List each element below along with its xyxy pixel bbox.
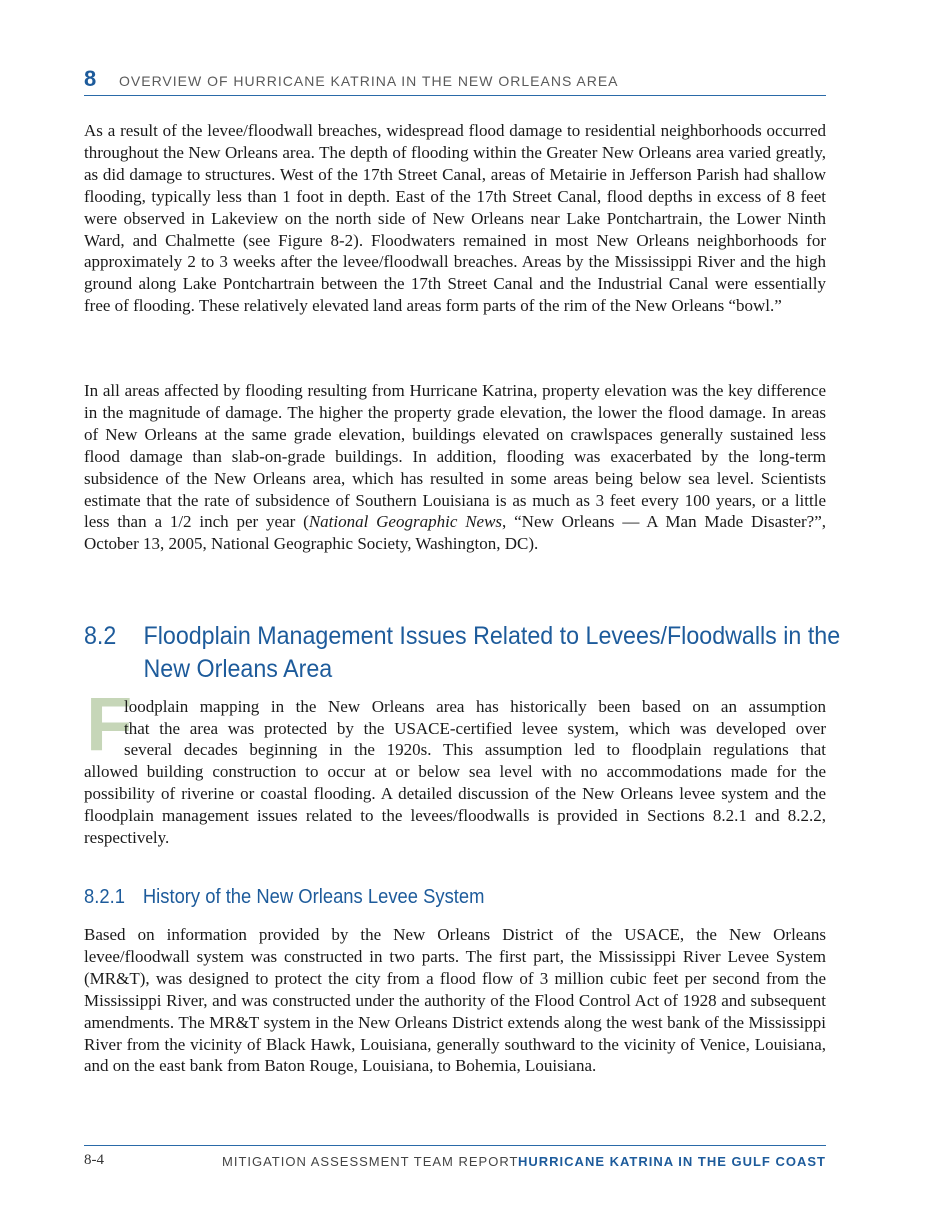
running-header [84, 64, 826, 96]
page-number: 8-4 [84, 1152, 104, 1168]
report-title: HURRICANE KATRINA IN THE GULF COAST [518, 1154, 826, 1169]
subsection-title: History of the New Orleans Levee System [142, 886, 485, 908]
footer-divider [84, 1145, 826, 1146]
chapter-number: 8 [84, 66, 97, 91]
drop-cap-line-2: that the area was protected by the USACE-certified levee system, which was developed over [124, 719, 826, 738]
drop-cap-line-1: loodplain mapping in the New Orleans area has historically been based on an assumption [124, 697, 826, 716]
paragraph-floodplain-mapping: allowed building construction to occur at or below sea level with no accommodations made for the possibility of riverine or coastal flooding. A detailed discussion of the New Orleans levee system and the floodplain management issues related to the levees/floodwalls is provided in Sections 8.2.1 and 8.2.2, respectively. [84, 762, 826, 847]
paragraph-tail: , “New Orleans — A Man Made Disaster?”, October 13, 2005, National Geographic Society, Washington, DC). [84, 512, 826, 554]
section-number: 8.2 [84, 622, 117, 650]
subsection-number: 8.2.1 [84, 886, 125, 908]
citation-source: National Geographic News [308, 512, 503, 532]
chapter-title: OVERVIEW OF HURRICANE KATRINA IN THE NEW ORLEANS AREA [119, 73, 619, 89]
section-title: Floodplain Management Issues Related to Levees/Floodwalls in the New Orleans Area [143, 622, 841, 683]
paragraph-text: In all areas affected by flooding resulting from Hurricane Katrina, property elevation was the key difference in the magnitude of damage. The higher the property grade elevation, the lower the flood damage. In areas of New Orleans at the same grade elevation, buildings elevated on crawlspaces generally sustained less flood damage than slab-on-grade buildings. In addition, flooding was exacerbated by the long-term subsidence of the New Orleans area, which has resulted in some areas being below sea level. Scientists estimate that the rate of subsidence of Southern Louisiana is as much as 3 feet every 100 years, or a little less than a 1/2 inch per year ( [84, 381, 826, 532]
paragraph-property-elevation [84, 380, 826, 555]
report-name: MITIGATION ASSESSMENT TEAM REPORT [222, 1154, 519, 1169]
paragraph-flood-damage: As a result of the levee/floodwall breaches, widespread flood damage to residential neighborhoods occurred throughout the New Orleans area. The depth of flooding within the Greater New Orleans area varied greatly, as did damage to structures. West of the 17th Street Canal, areas of Metairie in Jefferson Parish had shallow flooding, typically less than 1 foot in depth. East of the 17th Street Canal, flood depths in excess of 8 feet were observed in Lakeview on the north side of New Orleans near Lake Pontchartrain, the Lower Ninth Ward, and Chalmette (see Figure 8-2). Floodwaters remained in most New Orleans neighborhoods for approximately 2 to 3 weeks after the levee/floodwall breaches. Areas by the Mississippi River and the high ground along Lake Pontchartrain between the 17th Street Canal and the Industrial Canal were essentially free of flooding. These relatively elevated land areas form parts of the rim of the New Orleans “bowl.” [84, 121, 826, 316]
drop-cap-line-3: several decades beginning in the 1920s. This assumption led to floodplain regulations that [124, 740, 826, 759]
paragraph-levee-history: Based on information provided by the New Orleans District of the USACE, the New Orleans levee/floodwall system was constructed in two parts. The first part, the Mississippi River Levee System (MR&T), was designed to protect the city from a flood flow of 3 million cubic feet per second from the Mississippi River, and was constructed under the authority of the Flood Control Act of 1928 and subsequent amendments. The MR&T system in the New Orleans District extends along the west bank of the Mississippi River from the vicinity of Black Hawk, Louisiana, generally southward to the vicinity of Venice, Louisiana, and on the east bank from Baton Rouge, Louisiana, to Bohemia, Louisiana. [84, 925, 826, 1076]
drop-cap: F [86, 682, 133, 767]
